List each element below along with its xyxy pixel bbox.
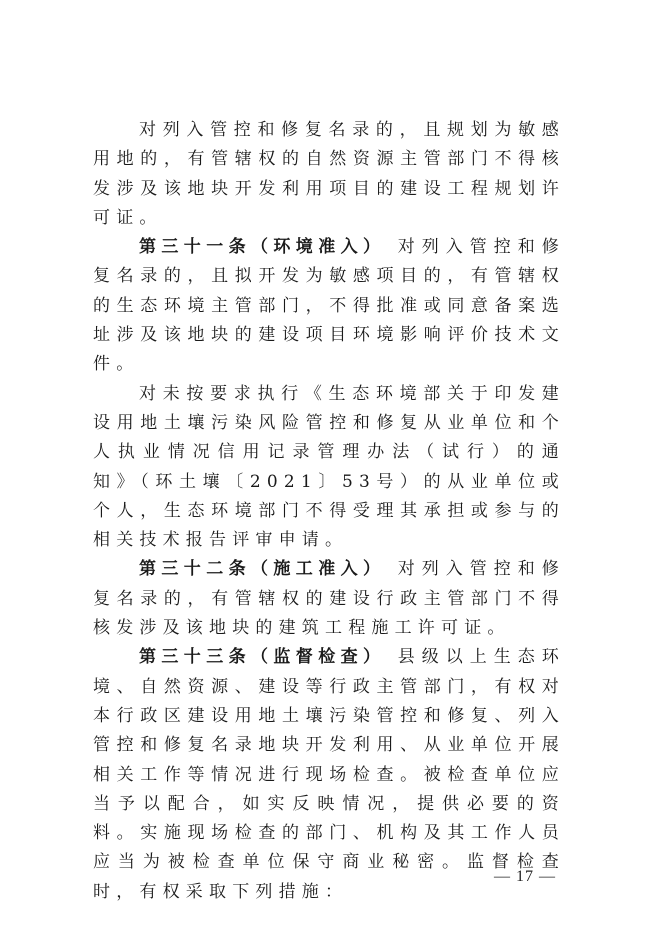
article-33-title: 第三十三条（监督检查） xyxy=(139,647,386,668)
paragraph-text: 对列入管控和修复名录的，且拟开发为敏感项目的，有管辖权的生态环境主管部门，不得批准或同意备案选址涉及该地块的建设项目环境影响评价技术文件。 xyxy=(93,237,565,375)
paragraph-article-31 xyxy=(93,233,565,379)
article-31-title: 第三十一条（环境准入） xyxy=(139,237,386,258)
paragraph-planning-permit xyxy=(93,116,565,233)
page-number: — 17 — xyxy=(494,868,556,885)
paragraph-article-32 xyxy=(93,555,565,643)
paragraph-text: 对列入管控和修复名录的，且规划为敏感用地的，有管辖权的自然资源主管部门不得核发涉及该地块开发利用项目的建设工程规划许可证。 xyxy=(93,120,565,228)
article-32-title: 第三十二条（施工准入） xyxy=(139,559,386,580)
document-body xyxy=(93,116,565,907)
paragraph-text: 对列入管控和修复名录的，有管辖权的建设行政主管部门不得核发涉及该地块的建筑工程施工许可证。 xyxy=(93,559,565,639)
paragraph-credit-record xyxy=(93,380,565,556)
paragraph-text: 县级以上生态环境、自然资源、建设等行政主管部门，有权对本行政区建设用地土壤污染管控和修复、列入管控和修复名录地块开发利用、从业单位开展相关工作等情况进行现场检查。被检查单位应当予以配合，如实反映情况，提供必要的资料。实施现场检查的部门、机构及其工作人员应当为被检查单位保守商业秘密。监督检查时，有权采取下列措施： xyxy=(93,647,565,902)
paragraph-text: 对未按要求执行《生态环境部关于印发建设用地土壤污染风险管控和修复从业单位和个人执业情况信用记录管理办法（试行）的通知》（环土壤〔2021〕53号）的从业单位或个人，生态环境部门不得受理其承担或参与的相关技术报告评审申请。 xyxy=(93,383,565,551)
